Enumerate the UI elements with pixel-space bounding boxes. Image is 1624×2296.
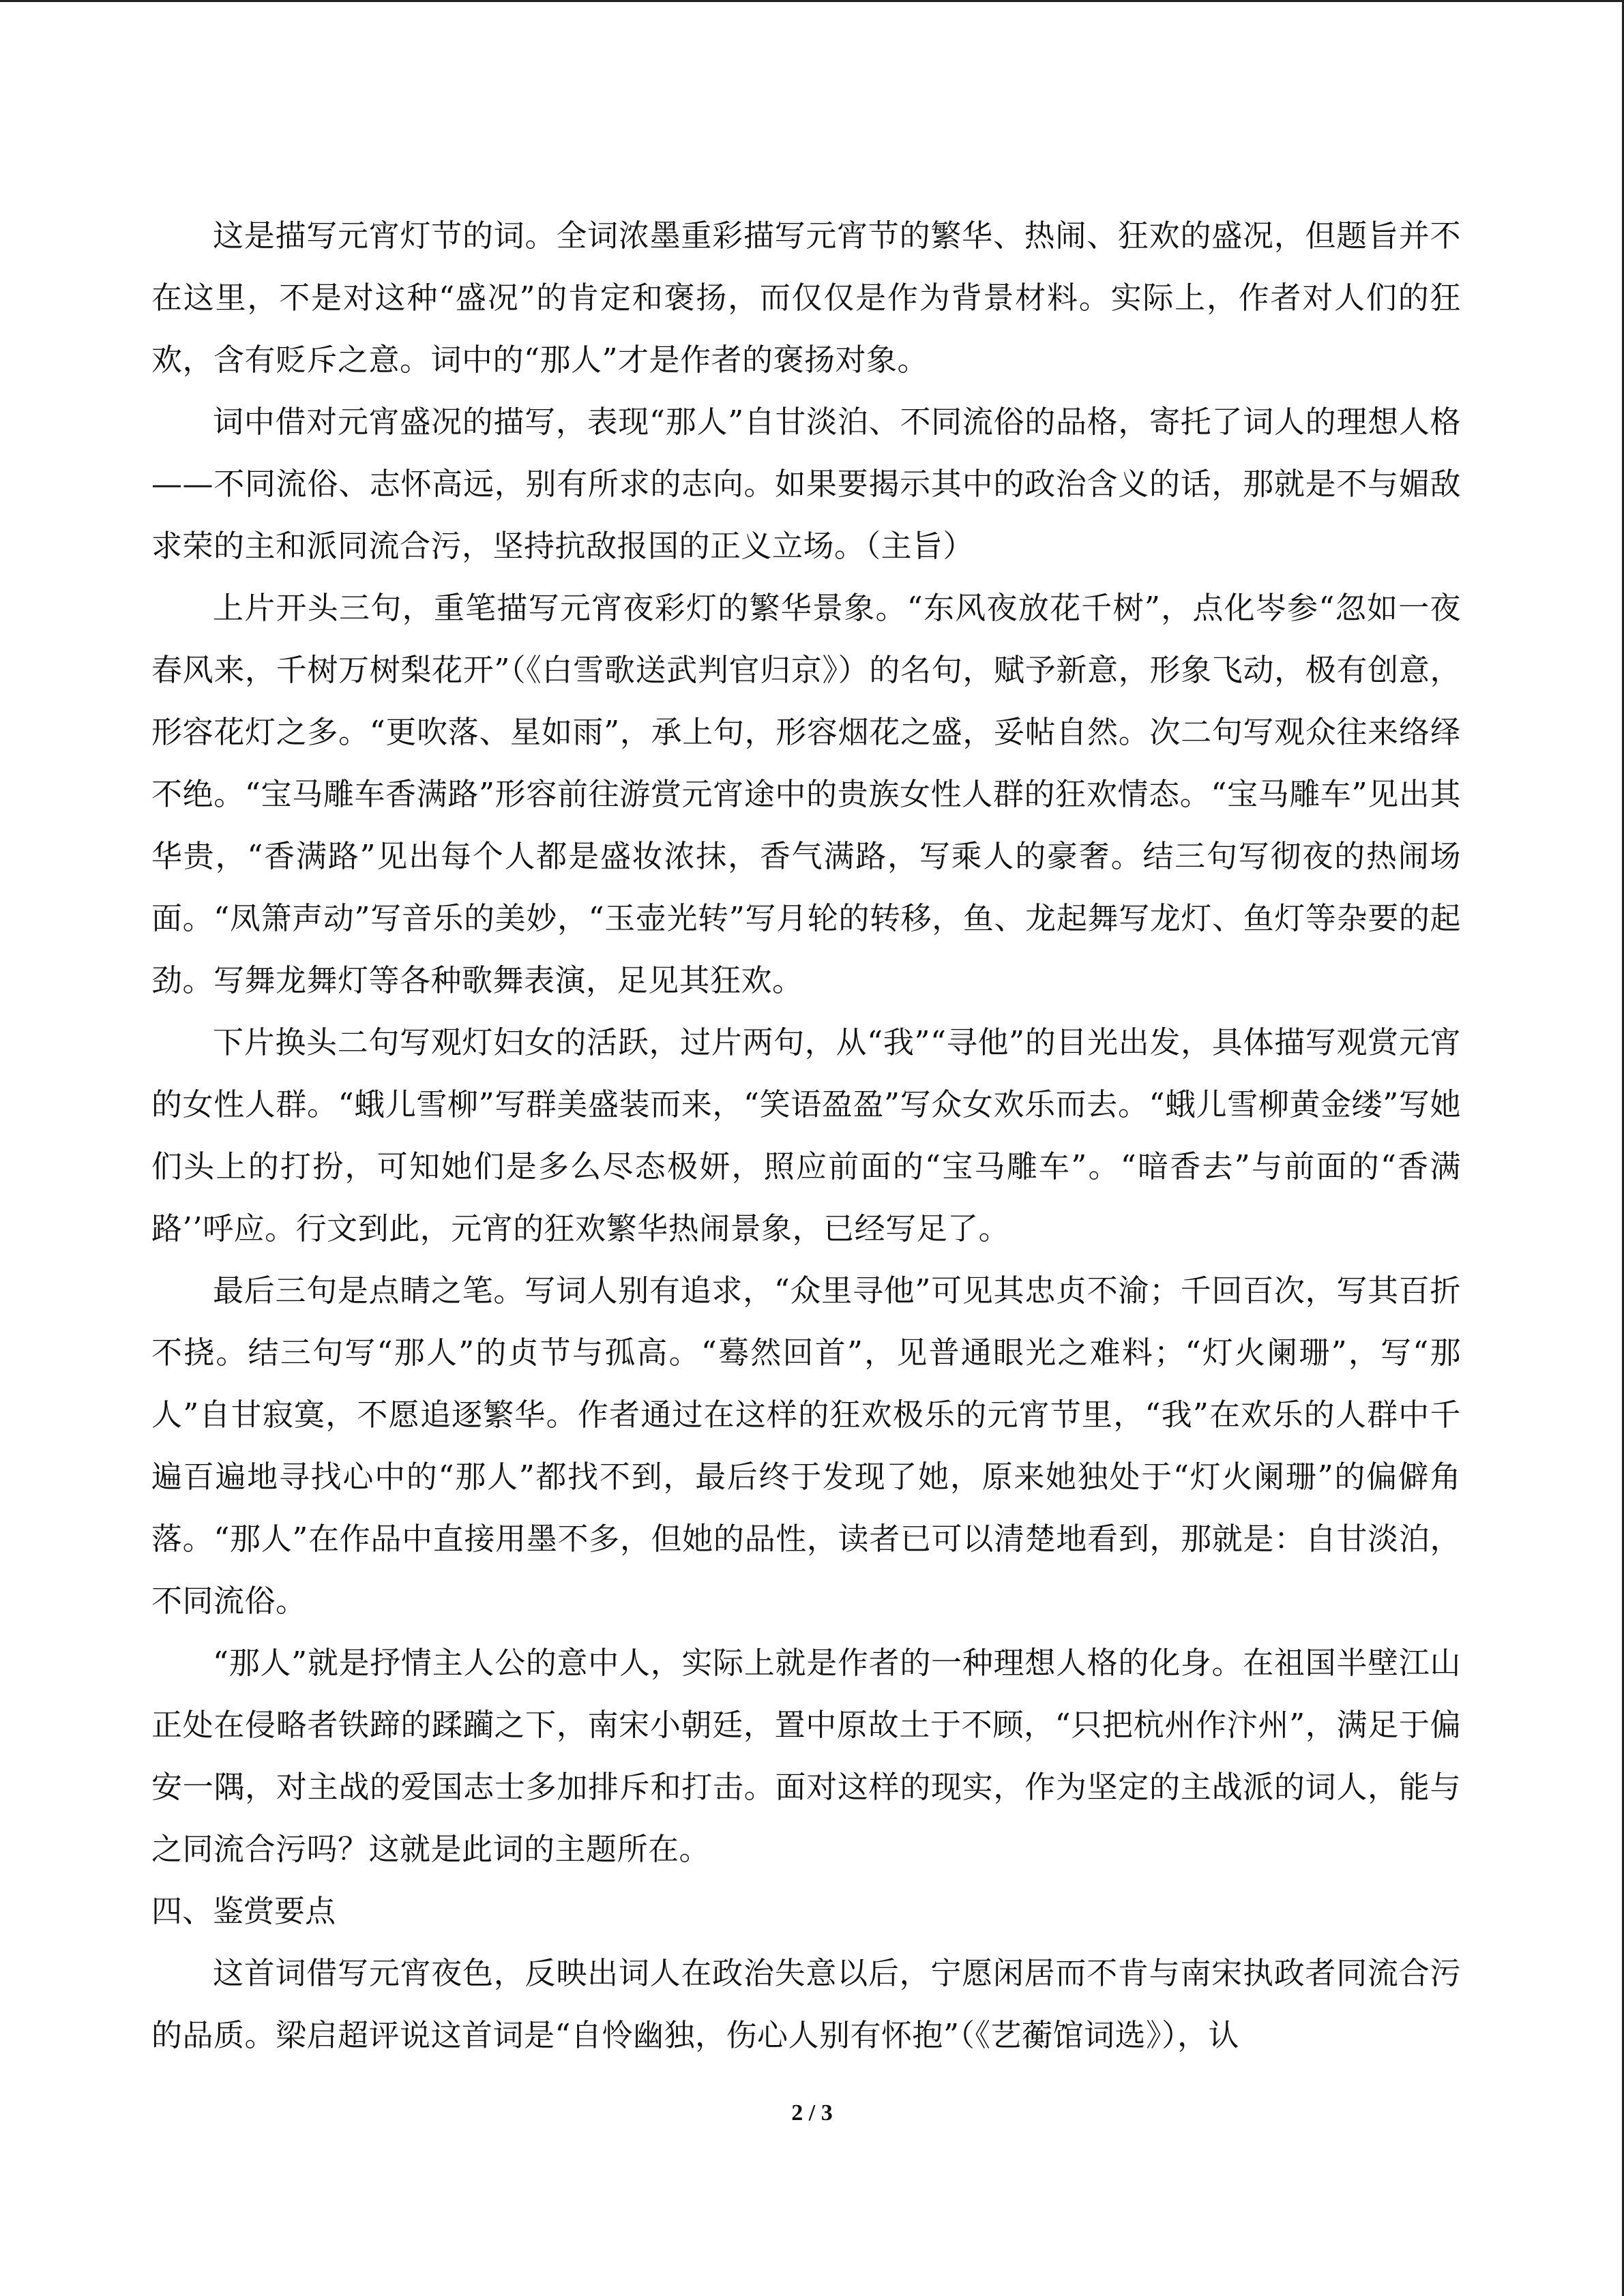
paragraph-appreciation: 这首词借写元宵夜色，反映出词人在政治失意以后，宁愿闲居而不肯与南宋执政者同流合污的品质。梁启超评说这首词是“自怜幽独，伤心人别有怀抱”（《艺蘅馆词选》），认 xyxy=(151,1955,1461,2053)
paragraph-that-person: “那人”就是抒情主人公的意中人，实际上就是作者的一种理想人格的化身。在祖国半壁江山正处在侵略者铁蹄的蹂躏之下，南宋小朝廷，置中原故土于不顾，“只把杭州作汴州”，满足于偏安一隅，对主战的爱国志士多加排斥和打击。面对这样的现实，作为坚定的主战派的词人，能与之同流合污吗？这就是此词的主题所在。 xyxy=(151,1645,1461,1867)
paragraph-final-lines: 最后三句是点睛之笔。写词人别有追求，“众里寻他”可见其忠贞不渝；千回百次，写其百折不挠。结三句写“那人”的贞节与孤高。“蓦然回首”，见普通眼光之难料；“灯火阑珊”，写“那人”自甘寂寞，不愿追逐繁华。作者通过在这样的狂欢极乐的元宵节里，“我”在欢乐的人群中千遍百遍地寻找心中的“那人”都找不到，最后终于发现了她，原来她独处于“灯火阑珊”的偏僻角落。“那人”在作品中直接用墨不多，但她的品性，读者已可以清楚地看到，那就是：自甘淡泊，不同流俗。 xyxy=(151,1272,1461,1619)
paragraph-main-idea: 词中借对元宵盛况的描写，表现“那人”自甘淡泊、不同流俗的品格，寄托了词人的理想人格——不同流俗、志怀高远，别有所求的志向。如果要揭示其中的政治含义的话，那就是不与媚敌求荣的主和派同流合污，坚持抗敌报国的正义立场。（主旨） xyxy=(151,404,1461,564)
paragraph-theme-intro: 这是描写元宵灯节的词。全词浓墨重彩描写元宵节的繁华、热闹、狂欢的盛况，但题旨并不在这里，不是对这种“盛况”的肯定和褒扬，而仅仅是作为背景材料。实际上，作者对人们的狂欢，含有贬斥之意。词中的“那人”才是作者的褒扬对象。 xyxy=(151,218,1461,378)
section-heading: 四、鉴赏要点 xyxy=(151,1893,336,1929)
page-border-top xyxy=(0,0,1624,2)
document-body xyxy=(151,205,1461,2066)
paragraph-first-stanza: 上片开头三句，重笔描写元宵夜彩灯的繁华景象。“东风夜放花千树”，点化岑参“忽如一夜春风来，千树万树梨花开”（《白雪歌送武判官归京》）的名句，赋予新意，形象飞动，极有创意，形容花灯之多。“更吹落、星如雨”，承上句，形容烟花之盛，妥帖自然。次二句写观众往来络绎不绝。“宝马雕车香满路”形容前往游赏元宵途中的贵族女性人群的狂欢情态。“宝马雕车”见出其华贵，“香满路”见出每个人都是盛妆浓抹，香气满路，写乘人的豪奢。结三句写彻夜的热闹场面。“凤箫声动”写音乐的美妙，“玉壶光转”写月轮的转移，鱼、龙起舞写龙灯、鱼灯等杂要的起劲。写舞龙舞灯等各种歌舞表演，足见其狂欢。 xyxy=(151,590,1461,998)
paragraph-second-stanza: 下片换头二句写观灯妇女的活跃，过片两句，从“我”“寻他”的目光出发，具体描写观赏元宵的女性人群。“蛾儿雪柳”写群美盛装而来，“笑语盈盈”写众女欢乐而去。“蛾儿雪柳黄金缕”写她们头上的打扮，可知她们是多么尽态极妍，照应前面的“宝马雕车”。“暗香去”与前面的“香满路’’呼应。行文到此，元宵的狂欢繁华热闹景象，已经写足了。 xyxy=(151,1024,1461,1247)
page-number: 2 / 3 xyxy=(791,2100,833,2126)
